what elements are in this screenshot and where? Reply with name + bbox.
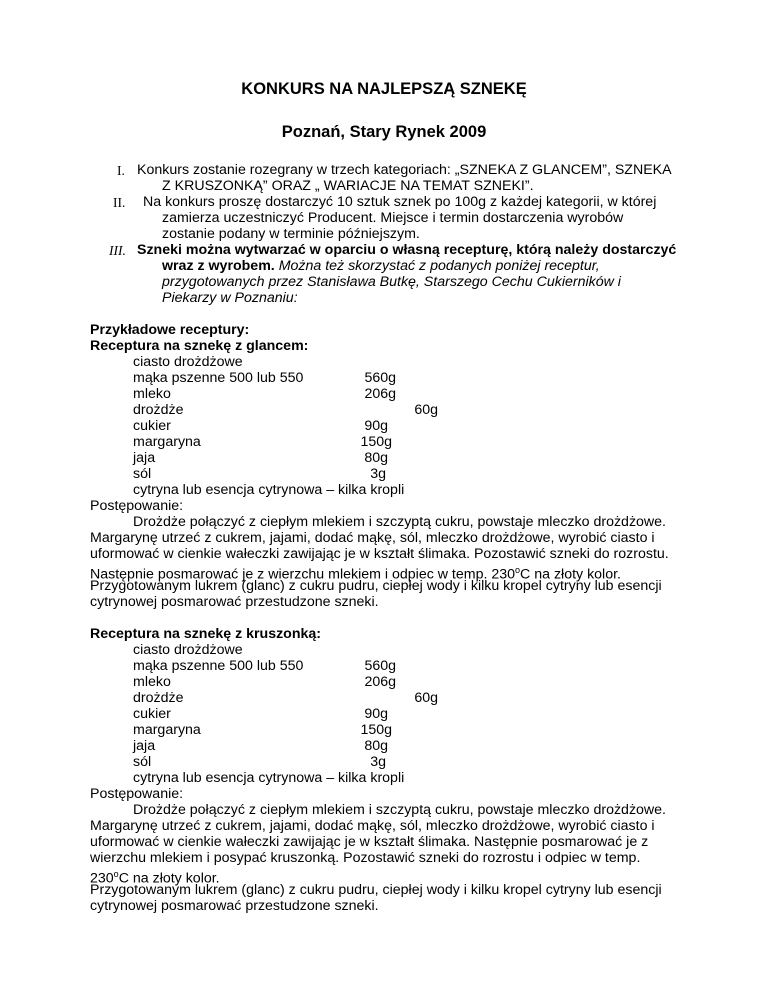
method-line: Przygotowanym lukrem (glanc) z cukru pudru, ciepłej wody i kilku kropel cytryny lub esencji (90, 578, 662, 594)
ingredient-amount: 150g (360, 434, 392, 450)
recipe-dough: ciasto drożdżowe (133, 354, 243, 370)
method-line: Drożdże połączyć z ciepłym mlekiem i szczyptą cukru, powstaje mleczko drożdżowe. (133, 802, 667, 818)
method-line: Przygotowanym lukrem (glanc) z cukru pudru, ciepłej wody i kilku kropel cytryny lub esencji (90, 882, 662, 898)
ingredient-amount: 560g (364, 658, 396, 674)
ingredient-amount: 80g (364, 738, 388, 754)
method-line: 230$^o$C na złoty kolor. (90, 869, 220, 887)
recipe-lemon: cytryna lub esencja cytrynowa – kilka kropli (133, 482, 405, 498)
rule-numeral: I. (117, 163, 125, 178)
ingredient-amount: 206g (364, 674, 396, 690)
rule-line: Z KRUSZONKĄ” ORAZ „ WARIACJE NA TEMAT SZNEKI”. (162, 178, 534, 194)
rule-line: Na konkurs proszę dostarczyć 10 sztuk sznek po 100g z każdej kategorii, w której (143, 194, 657, 210)
ingredient-amount: 3g (370, 466, 386, 482)
recipe-title: Receptura na sznekę z glancem: (90, 338, 309, 354)
ingredient-name: mąka pszenne 500 lub 550 (133, 658, 304, 674)
method-line: uformować w cienkie wałeczki zawijając je w kształt ślimaka. Pozostawić szneki do rozrostu. (90, 546, 669, 562)
ingredient-name: margaryna (133, 722, 201, 738)
rule-numeral: II. (113, 195, 126, 210)
rule-line: Konkurs zostanie rozegrany w trzech kategoriach: „SZNEKA Z GLANCEM”, SZNEKA (137, 162, 672, 178)
ingredient-name: margaryna (133, 434, 201, 450)
rule-bold-part: wraz z wyrobem. (162, 258, 275, 274)
rule-line: Piekarzy w Poznaniu: (162, 290, 298, 306)
degree-mark: o (515, 565, 521, 575)
method-label: Postępowanie: (90, 786, 184, 802)
page-subtitle: Poznań, Stary Rynek 2009 (281, 123, 487, 141)
ingredient-amount: 60g (414, 690, 438, 706)
rule-line: przygotowanych przez Stanisława Butkę, Starszego Cechu Cukierników i (162, 274, 621, 290)
ingredient-amount: 90g (364, 706, 388, 722)
ingredient-amount: 150g (360, 722, 392, 738)
rule-italic-part: Można też skorzystać z podanych poniżej receptur, (274, 258, 600, 274)
recipe-lemon: cytryna lub esencja cytrynowa – kilka kropli (133, 770, 405, 786)
ingredient-name: drożdże (133, 690, 184, 706)
ingredient-amount: 206g (364, 386, 396, 402)
ingredient-amount: 3g (370, 754, 386, 770)
recipes-heading: Przykładowe receptury: (90, 322, 250, 338)
ingredient-amount: 80g (364, 450, 388, 466)
method-line: uformować w cienkie wałeczki zawijając je w kształt ślimaka. Następnie posmarować je z (90, 834, 649, 850)
method-line: cytrynowej posmarować przestudzone szneki. (90, 898, 379, 914)
page-title: KONKURS NA NAJLEPSZĄ SZNEKĘ (241, 80, 527, 98)
method-line: Margarynę utrzeć z cukrem, jajami, dodać mąkę, sól, mleczko drożdżowe, wyrobić ciasto i (90, 530, 655, 546)
ingredient-name: jaja (133, 738, 156, 754)
ingredient-name: cukier (133, 706, 171, 722)
method-line: Drożdże połączyć z ciepłym mlekiem i szczyptą cukru, powstaje mleczko drożdżowe. (133, 514, 667, 530)
rule-numeral: III. (109, 243, 126, 258)
ingredient-name: jaja (133, 450, 156, 466)
ingredient-amount: 90g (364, 418, 388, 434)
rule-line: zamierza uczestniczyć Producent. Miejsce i termin dostarczenia wyrobów (162, 210, 624, 226)
ingredient-name: sól (133, 466, 152, 482)
ingredient-name: mleko (133, 674, 171, 690)
ingredient-name: drożdże (133, 402, 184, 418)
ingredient-name: mleko (133, 386, 171, 402)
ingredient-name: mąka pszenne 500 lub 550 (133, 370, 304, 386)
method-label: Postępowanie: (90, 498, 184, 514)
rule-line: zostanie podany w terminie późniejszym. (162, 226, 420, 242)
method-line: cytrynowej posmarować przestudzone szneki. (90, 594, 379, 610)
ingredient-amount: 560g (364, 370, 396, 386)
recipe-title: Receptura na sznekę z kruszonką: (90, 626, 322, 642)
method-line: wierzchu mlekiem i posypać kruszonką. Pozostawić szneki do rozrostu i odpiec w temp. (90, 850, 641, 866)
rule-line: Szneki można wytwarzać w oparciu o własną recepturę, którą należy dostarczyć (137, 242, 677, 258)
degree-mark: o (113, 869, 119, 879)
ingredient-amount: 60g (414, 402, 438, 418)
rule-line (162, 258, 600, 275)
ingredient-name: sól (133, 754, 152, 770)
ingredient-name: cukier (133, 418, 171, 434)
method-line: Margarynę utrzeć z cukrem, jajami, dodać mąkę, sól, mleczko drożdżowe, wyrobić ciasto i (90, 818, 655, 834)
recipe-dough: ciasto drożdżowe (133, 642, 243, 658)
method-line: Następnie posmarować je z wierzchu mlekiem i odpiec w temp. 230$^o$C na złoty kolor. (90, 565, 621, 583)
